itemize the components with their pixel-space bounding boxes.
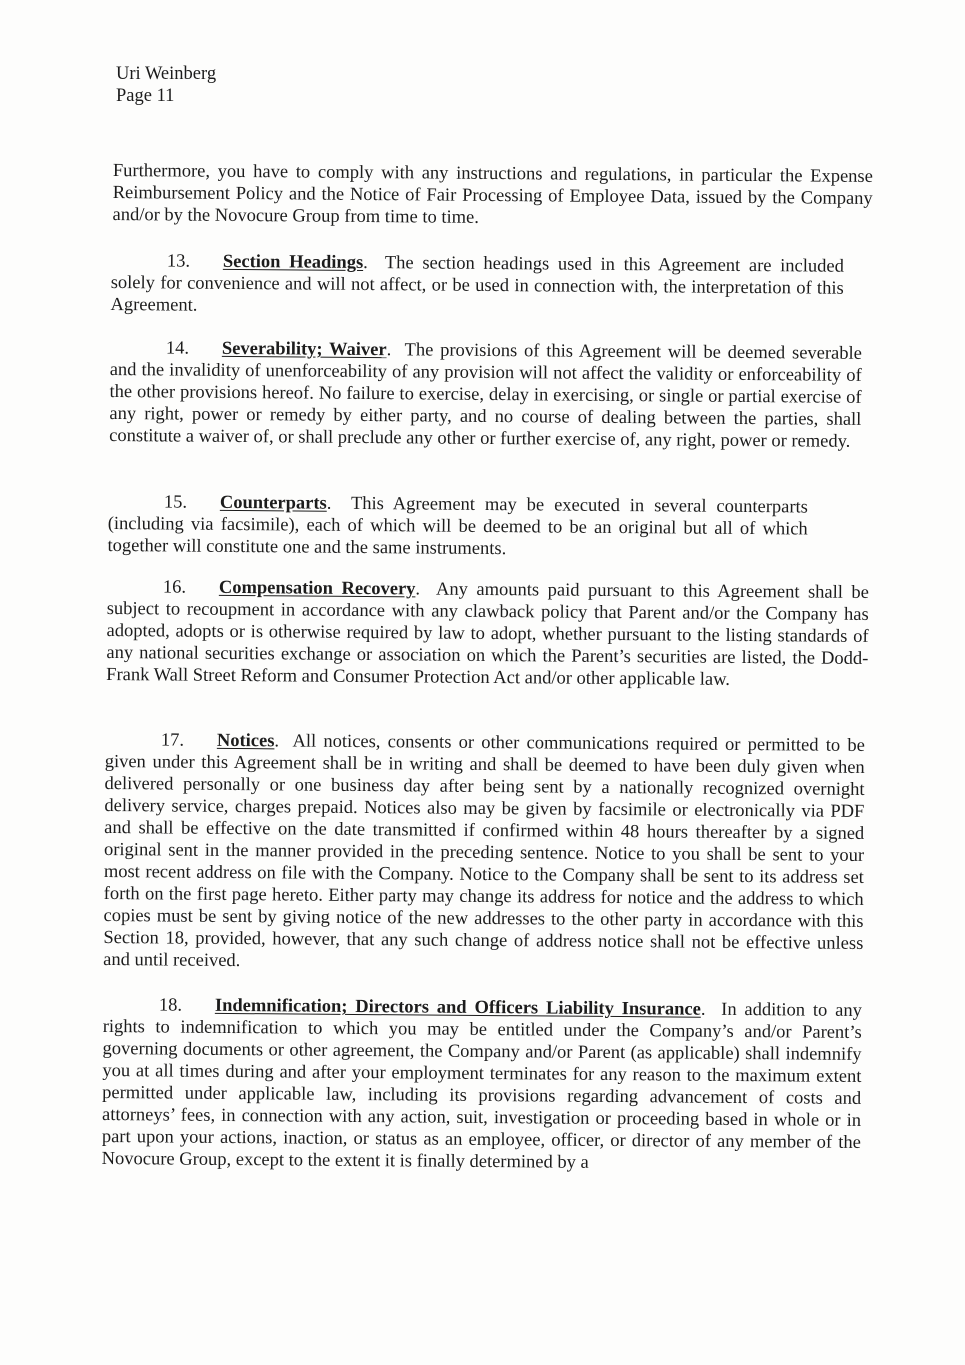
section-16: 16. Compensation Recovery. Any amounts paid pursuant to this Agreement shall be subject to recoupment in accordance with any clawback policy that Parent and/or the Company has adopted, adopts or is otherwise required by law to adopt, whether pursuant to the listing standards of any national securities exchange or association on which the Parent’s securities are listed, the Dodd-Frank Wall Street Reform and Consumer Protection Act and/or other applicable law. [106, 576, 869, 690]
section-number: 15. [163, 491, 188, 513]
section-18: 18. Indemnification; Directors and Officers Liability Insurance. In addition to any rights to indemnification to which you may be entitled under the Company’s and/or Parent’s governing documents or other agreement, the Company and/or Parent (as applicable) shall indemnify you at all times during and after your employment terminates for any reason to the maximum extent permitted under applicable law, including its provisions regarding advancement of costs and attorneys’ fees, in connection with any action, suit, investigation or proceeding based in whole or in part upon your actions, inaction, or status as an employee, officer, or director of any member of the Novocure Group, except to the extent it is finally determined by a [101, 994, 862, 1173]
recipient-name: Uri Weinberg [116, 64, 217, 84]
section-number: 14. [165, 337, 190, 359]
section-heading: Counterparts [219, 492, 327, 514]
section-heading: Severability; Waiver [221, 338, 387, 360]
page-header [116, 63, 216, 107]
section-17: 17. Notices. All notices, consents or other communications required or permitted to be given under this Agreement shall be in writing and shall be deemed to have been duly given when delivered personally or one business day after being sent by a nationally recognized overnight delivery service, charges prepaid. Notices also may be given by facsimile or electronically via PDF and shall be effective on the date transmitted if confirmed within 48 hours thereafter by a signed original sent in the manner provided in the preceding sentence. Notice to you shall be sent to your most recent address on file with the Company. Notice to the Company shall be sent to its address set forth on the first page hereto. Either party may change its address for notice and the address to which copies must be sent by giving notice of the new addresses to the other party in accordance with this Section 18, provided, however, that any such change of address notice shall not be effective unless and until received. [103, 729, 865, 971]
section-number: 17. [160, 729, 185, 751]
section-heading: Compensation Recovery [218, 577, 416, 599]
page-number: Page 11 [116, 86, 175, 106]
section-13: 13. Section Headings. The section headings used in this Agreement are included solely for convenience and will not affect, or be used in connection with, the interpretation of this Agreement. [110, 250, 844, 316]
section-number: 16. [162, 576, 187, 598]
section-15: 15. Counterparts. This Agreement may be executed in several counterparts (including via facsimile), each of which will be deemed to be an original but all of which together will constitute one and the same instruments. [107, 491, 808, 559]
section-body: In addition to any rights to indemnification to which you may be entitled under the Company’s and/or Parent’s governing documents or other agreement, the Company and/or Parent (as applicable) shall indemnify you at all times during and after your employment terminates for any reason to the maximum extent permitted under applicable law, including its provisions regarding advancement of costs and attorneys’ fees, in connection with any action, suit, investigation or proceeding based in whole or in part upon your actions, inaction, or status as an employee, officer, or director of any member of the Novocure Group, except to the extent it is finally determined by a [101, 999, 862, 1173]
section-number: 13. [166, 250, 191, 272]
section-heading: Section Headings [222, 251, 364, 273]
section-body: Any amounts paid pursuant to this Agreement shall be subject to recoupment in accordance with any clawback policy that Parent and/or the Company has adopted, adopts or is otherwise required by law to adopt, whether pursuant to the listing standards of any national securities exchange or association on which the Parent’s securities are listed, the Dodd-Frank Wall Street Reform and Consumer Protection Act and/or other applicable law. [106, 579, 869, 690]
section-body: The section headings used in this Agreement are included solely for convenience and will not affect, or be used in connection with, the interpretation of this Agreement. [110, 252, 844, 316]
section-body: This Agreement may be executed in several counterparts (including via facsimile), each of which will be deemed to be an original but all of which together will constitute one and the same instruments. [107, 493, 808, 559]
intro-paragraph: Furthermore, you have to comply with any instructions and regulations, in particular the Expense Reimbursement Policy and the Notice of Fair Processing of Employee Data, issued by the Company and/or by the Novocure Group from time to time. [112, 160, 873, 228]
section-number: 18. [158, 994, 183, 1016]
section-heading: Notices [216, 730, 275, 751]
section-body: All notices, consents or other communications required or permitted to be given under this Agreement shall be in writing and shall be deemed to have been duly given when delivered personally or one business day after being sent by a nationally recognized overnight delivery service, charges prepaid. Notices also may be given by facsimile or electronically via PDF and shall be effective on the date transmitted if confirmed within 48 hours thereafter by a signed original sent in the manner provided in the preceding sentence. Notice to you shall be sent to your most recent address on file with the Company. Notice to the Company shall be sent to its address set forth on the first page hereto. Either party may change its address for notice and the address to which copies must be sent by giving notice of the new addresses to the other party in accordance with this Section 18, provided, however, that any such change of address notice shall not be effective unless and until received. [103, 730, 865, 971]
section-14: 14. Severability; Waiver. The provisions of this Agreement will be deemed severable and the invalidity of unenforceability of any provision will not affect the validity or enforceability of the other provisions hereof. No failure to exercise, delay in exercising, or single or partial exercise of any right, power or remedy by either party, and no course of dealing between the parties, shall constitute a waiver of, or shall preclude any other or further exercise of, any right, power or remedy. [109, 337, 862, 452]
section-body: The provisions of this Agreement will be deemed severable and the invalidity of unenforceability of any provision will not affect the validity or enforceability of the other provisions hereof. No failure to exercise, delay in exercising, or single or partial exercise of any right, power or remedy by either party, and no course of dealing between the parties, shall constitute a waiver of, or shall preclude any other or further exercise of, any right, power or remedy. [109, 339, 862, 452]
section-heading: Indemnification; Directors and Officers Liability Insurance [214, 995, 701, 1020]
